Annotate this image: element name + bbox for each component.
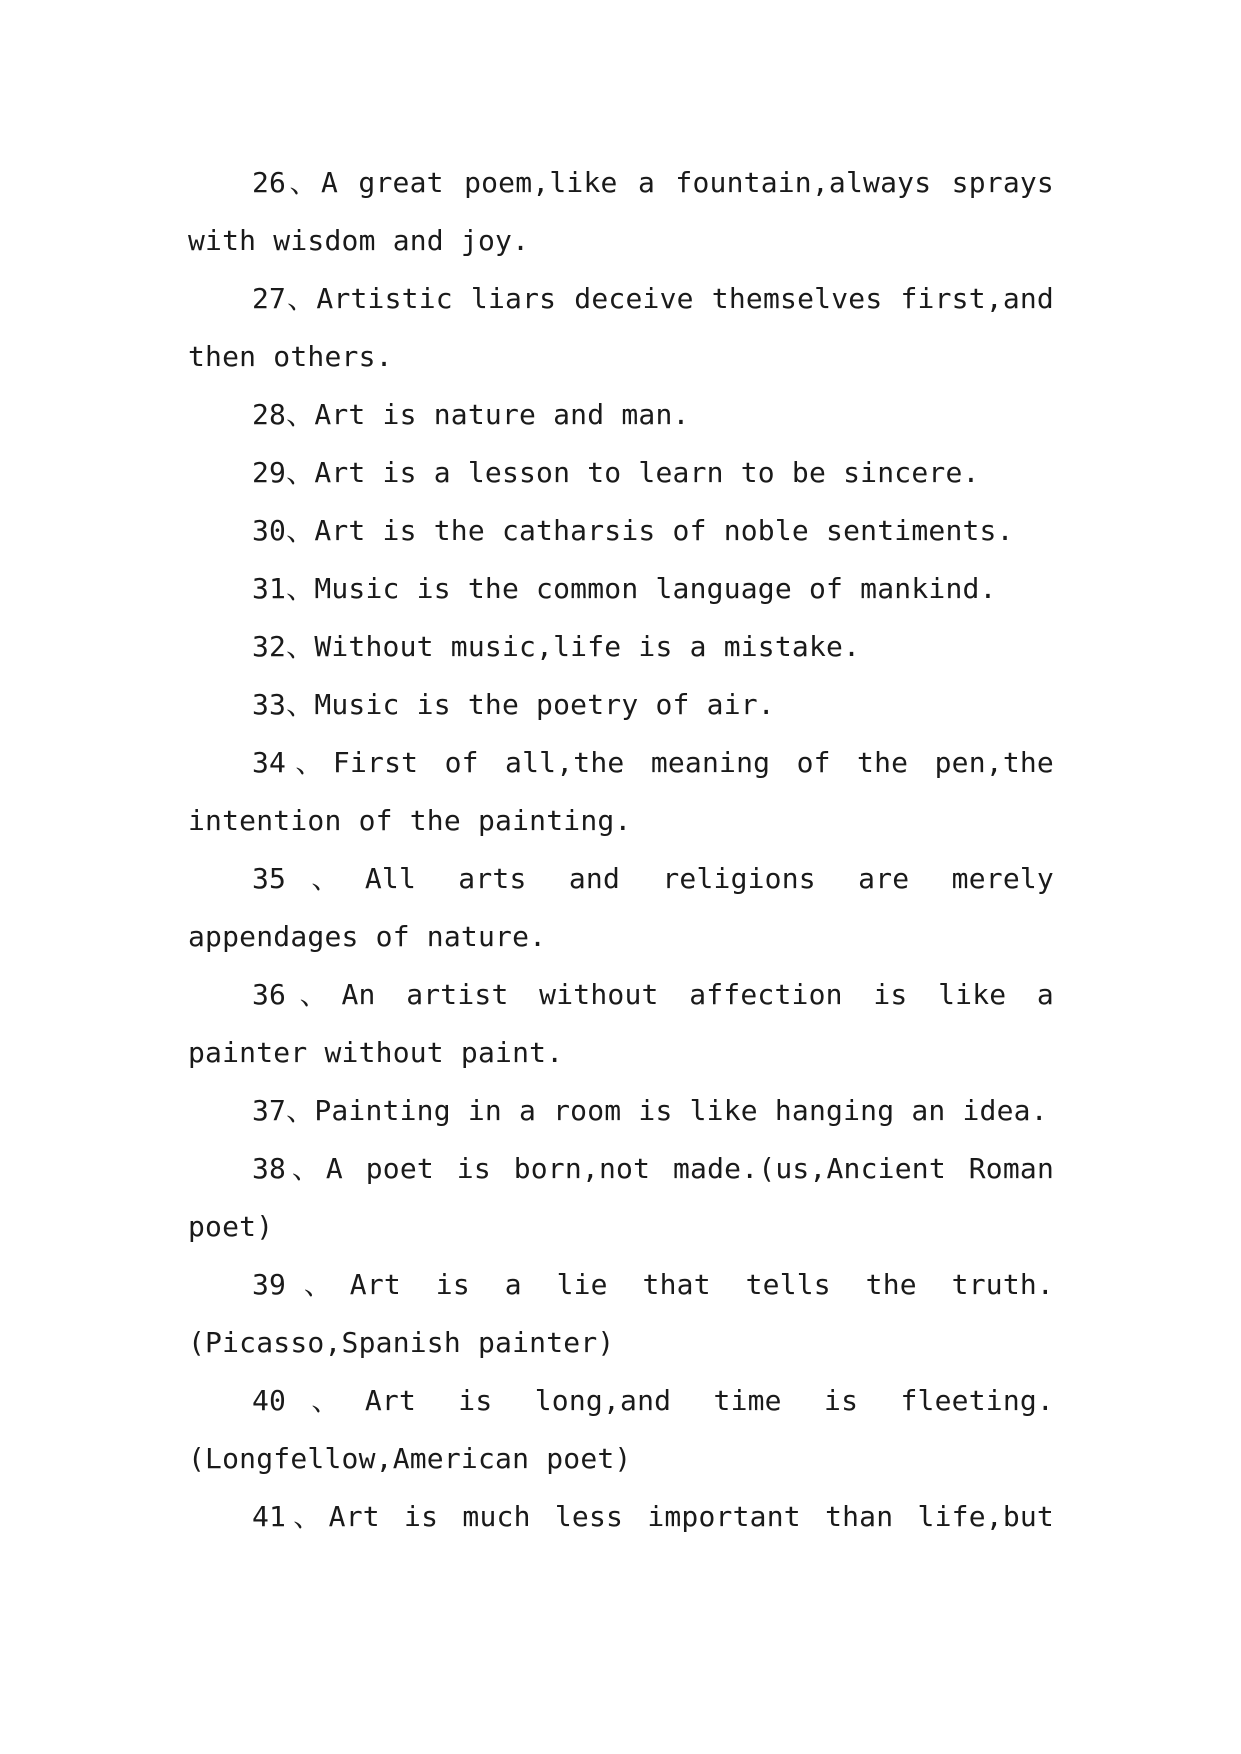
- quote-paragraph-38: 38、A poet is born,not made.(us,Ancient Roman poet): [188, 1152, 1054, 1243]
- quote-paragraph-39: 39、Art is a lie that tells the truth.(Picasso,Spanish painter): [188, 1268, 1054, 1359]
- quote-paragraph-28: 28、Art is nature and man.: [252, 398, 690, 431]
- quote-paragraph-35: 35、All arts and religions are merely appendages of nature.: [188, 862, 1054, 953]
- quote-paragraph-34: 34、First of all,the meaning of the pen,the intention of the painting.: [188, 746, 1054, 837]
- quote-paragraph-30: 30、Art is the catharsis of noble sentiments.: [252, 514, 1014, 547]
- quote-paragraph-41: 41、Art is much less important than life,but: [252, 1500, 1054, 1533]
- quote-paragraph-26: 26、A great poem,like a fountain,always sprays with wisdom and joy.: [188, 166, 1054, 257]
- quote-paragraph-40: 40、Art is long,and time is fleeting.(Longfellow,American poet): [188, 1384, 1054, 1475]
- quote-paragraph-27: 27、Artistic liars deceive themselves first,and then others.: [188, 282, 1054, 373]
- document-body: [188, 154, 1054, 1546]
- quote-paragraph-37: 37、Painting in a room is like hanging an idea.: [252, 1094, 1048, 1127]
- quote-paragraph-31: 31、Music is the common language of mankind.: [252, 572, 997, 605]
- quote-paragraph-29: 29、Art is a lesson to learn to be sincere.: [252, 456, 980, 489]
- quote-paragraph-33: 33、Music is the poetry of air.: [252, 688, 775, 721]
- quote-paragraph-36: 36、An artist without affection is like a painter without paint.: [188, 978, 1054, 1069]
- quote-paragraph-32: 32、Without music,life is a mistake.: [252, 630, 861, 663]
